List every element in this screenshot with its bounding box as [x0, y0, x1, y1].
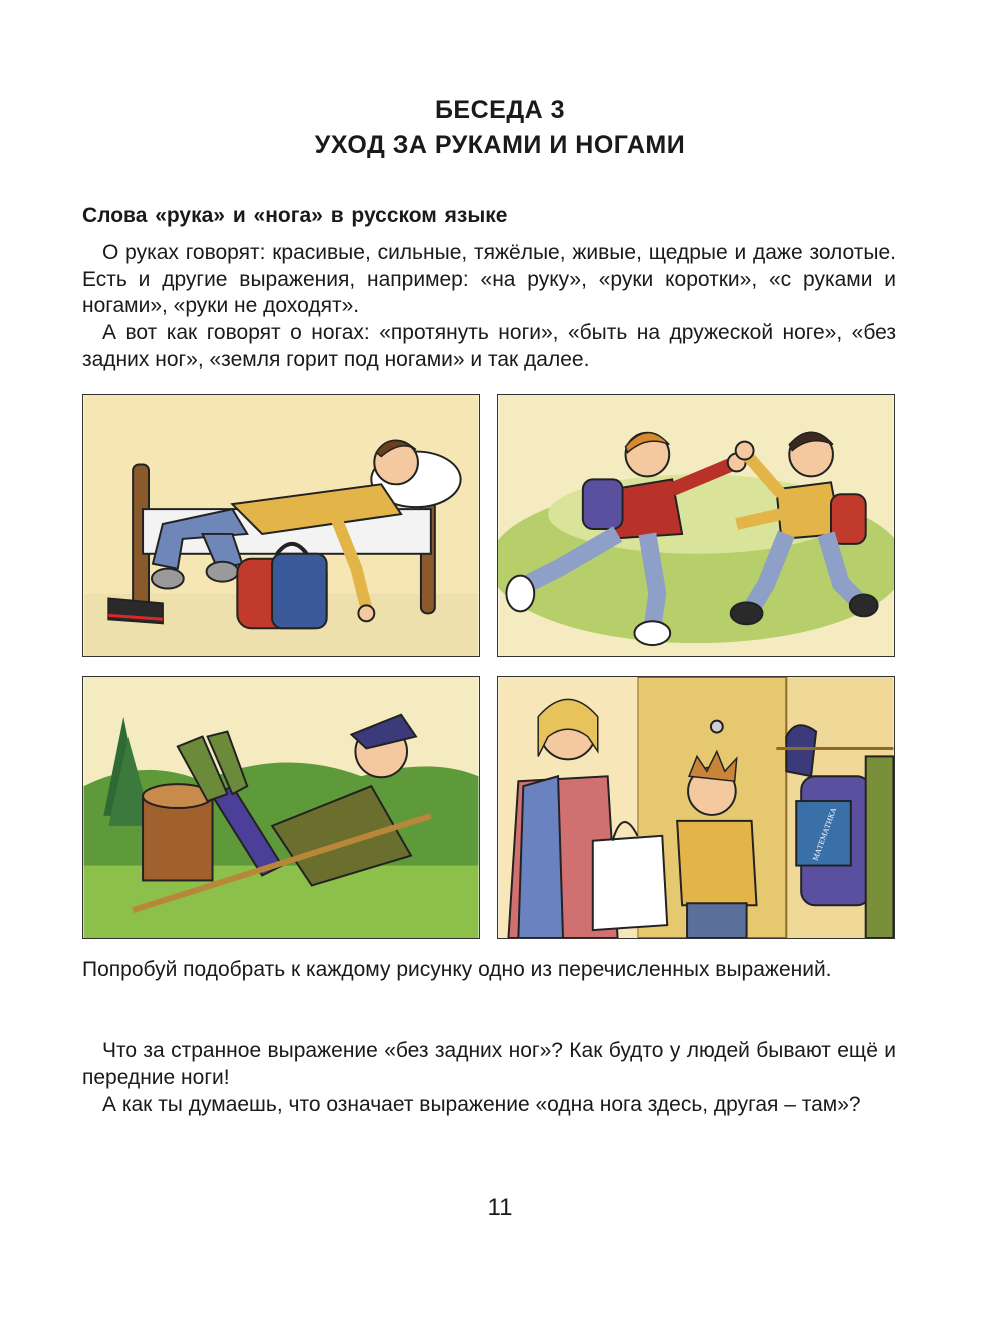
question-no-hind-legs: Что за странное выражение «без задних ног»? Как будто у людей бывают ещё и передние ноги! — [82, 1039, 896, 1089]
question-one-leg-here: А как ты думаешь, что означает выражение «одна нога здесь, другая – там»? — [102, 1093, 861, 1116]
task-instruction: Попробуй подобрать к каждому рисунку одно из перечисленных выражений. — [82, 958, 832, 981]
section-title: Слова «рука» и «нога» в русском языке — [82, 204, 508, 227]
illustration-tired-boy — [82, 394, 480, 657]
illustration-mother-and-son — [497, 676, 895, 939]
lesson-title: УХОД ЗА РУКАМИ И НОГАМИ — [314, 131, 686, 159]
paragraph-hands: О руках говорят: красивые, сильные, тяжёлые, живые, щедрые и даже золотые. Есть и другие выражения, например: «на руку», «руки коротки», «с руками и ногами», «руки не доходят». — [82, 241, 896, 317]
lesson-number: БЕСЕДА 3 — [434, 96, 566, 124]
illustration-resting-hiker — [82, 676, 480, 939]
illustration-friends-greeting — [497, 394, 895, 657]
paragraph-legs: А вот как говорят о ногах: «протянуть ноги», «быть на дружеской ноге», «без задних ног», «земля горит под ногами» и так далее. — [82, 321, 896, 371]
page-number: 11 — [487, 1194, 513, 1221]
book-label: МАТЕМАТИКА — [811, 806, 839, 863]
